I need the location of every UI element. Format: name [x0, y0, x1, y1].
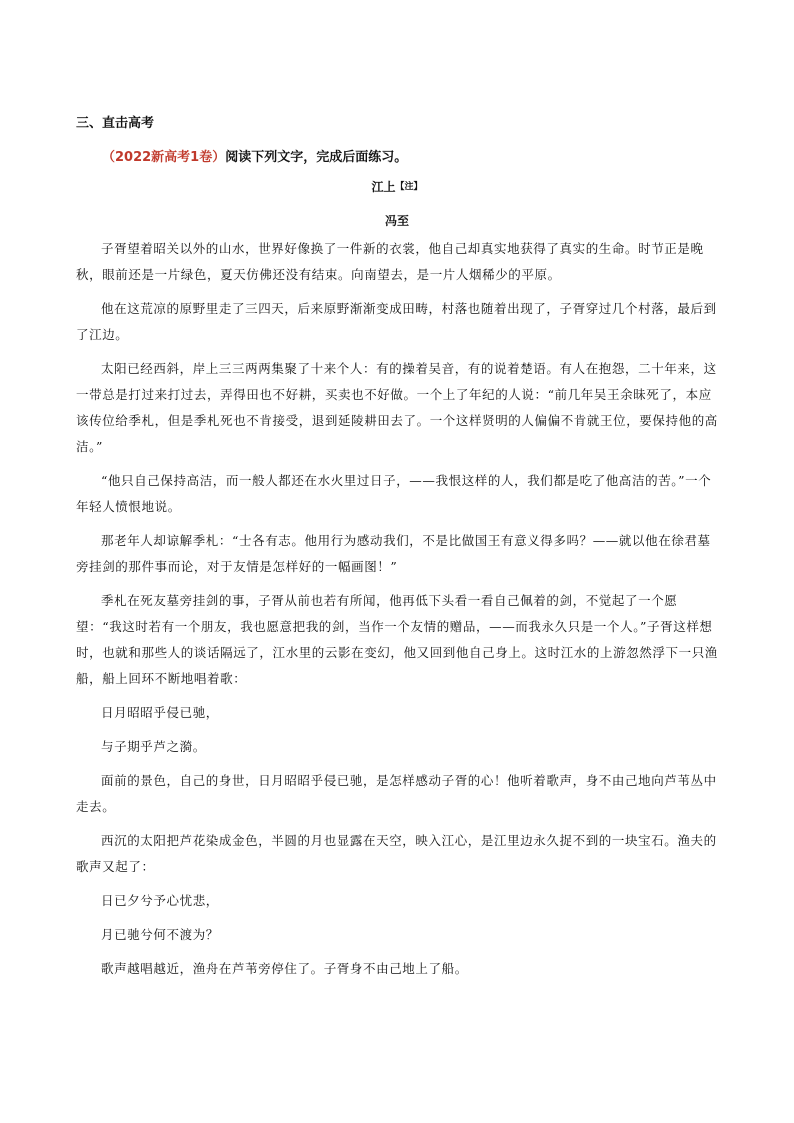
article-author: 冯至 [384, 214, 409, 228]
song-verse-line: 日已夕兮予心忧悲， [101, 893, 219, 908]
article-title: 江上 [371, 180, 396, 194]
song-verse-line: 与子期乎芦之漪。 [101, 739, 206, 754]
paragraph: 面前的景色，自己的身世，日月昭昭乎侵已驰，是怎样感动子胥的心！他听着歌声，身不由己地向芦苇丛中走去。 [76, 773, 717, 814]
paragraph: 子胥望着昭关以外的山水，世界好像换了一件新的衣裳，他自己却真实地获得了真实的生命。时节正是晚秋，眼前还是一片绿色，夏天仿佛还没有结束。向南望去，是一片人烟稀少的平原。 [76, 241, 704, 282]
paragraph: 歌声越唱越近，渔舟在芦苇旁停住了。子胥身不由己地上了船。 [101, 961, 468, 976]
task-instruction: 阅读下列文字，完成后面练习。 [225, 150, 408, 165]
article-body [76, 236, 718, 990]
song-verse-line: 日月昭昭乎侵已驰， [101, 705, 219, 720]
task-instruction-line [102, 146, 407, 165]
paragraph: 那老年人却谅解季札：“士各有志。他用行为感动我们，不是比做国王有意义得多吗？——就以他在徐君墓旁挂剑的那件事而论，对于友情是怎样好的一幅画图！” [76, 533, 711, 574]
song-verse-line: 月已驰兮何不渡为？ [101, 927, 219, 942]
paragraph: 他在这荒凉的原野里走了三四天，后来原野渐渐变成田畴，村落也随着出现了，子胥穿过几个村落，最后到了江边。 [76, 301, 717, 342]
paragraph: 太阳已经西斜，岸上三三两两集聚了十来个人：有的操着吴音，有的说着楚语。有人在抱怨，二十年来，这一带总是打过来打过去，弄得田也不好耕，买卖也不好做。一个上了年纪的人说：“前几年吴王余昧死了，本应该传位给季札，但是季札死也不肯接受，退到延陵耕田去了。一个这样贤明的人偏偏不肯就王位，要保持他的高洁。” [76, 361, 718, 454]
paragraph: “他只自己保持高洁，而一般人都还在水火里过日子，——我恨这样的人，我们都是吃了他高洁的苦。”一个年轻人愤恨地说。 [76, 473, 712, 514]
title-footnote-marker: 【注】 [395, 182, 423, 192]
exam-source-label: （2022新高考1卷） [102, 150, 226, 165]
paragraph: 季札在死友墓旁挂剑的事，子胥从前也若有所闻，他再低下头看一看自己佩着的剑，不觉起了一个愿望：“我这时若有一个朋友，我也愿意把我的剑，当作一个友情的赠品，——而我永久只是一个人。”子胥这样想时，也就和那些人的谈话隔远了，江水里的云影在变幻，他又回到他自己身上。这时江水的上游忽然浮下一只渔船，船上回环不断地唱着歌： [76, 593, 718, 686]
paragraph: 西沉的太阳把芦花染成金色，半圆的月也显露在天空，映入江心，是江里边永久捉不到的一块宝石。渔夫的歌声又起了： [76, 833, 717, 874]
article-title-line [0, 178, 794, 195]
section-heading: 三、直击高考 [76, 116, 155, 131]
